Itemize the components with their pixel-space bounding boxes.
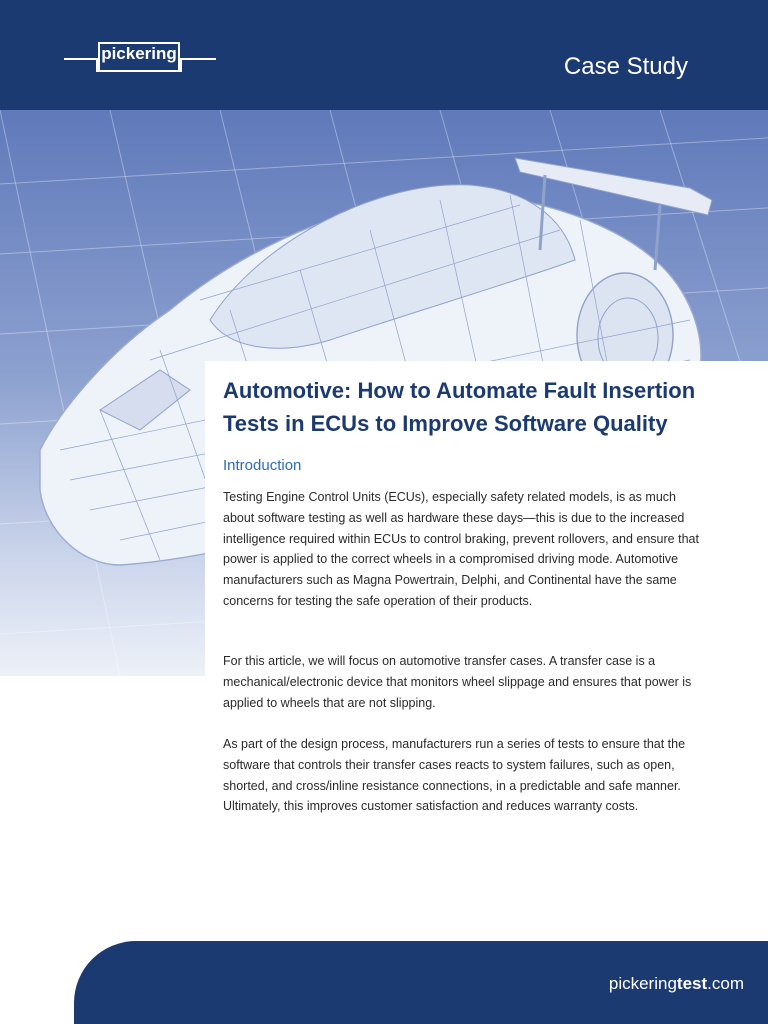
url-suffix: .com	[707, 974, 744, 993]
paragraph-1: Testing Engine Control Units (ECUs), especially safety related models, is as much about software testing as well as hardware these days—this is due to the increased intelligence required within ECUs to control braking, prevent rollovers, and ensure that power is applied to the correct wheels in a compromised driving mode. Automotive manufacturers such as Magna Powertrain, Delphi, and Continental have the same concerns for testing the safe operation of their products.	[223, 490, 699, 608]
url-prefix: pickering	[608, 974, 677, 993]
footer-bar	[74, 941, 768, 1024]
pickering-logo[interactable]	[64, 38, 216, 82]
section-heading-introduction: Introduction	[223, 457, 302, 474]
logo-right-line	[180, 58, 216, 60]
paragraph-2: For this article, we will focus on automotive transfer cases. A transfer case is a mechanical/electronic device that monitors wheel slippage and ensures that power is applied to wheels that are not slipping.	[223, 654, 692, 710]
logo-left-line	[64, 58, 98, 60]
paragraph-3: As part of the design process, manufacturers run a series of tests to ensure that the software that controls their transfer cases reacts to system failures, such as open, shorted, and cross/inline resistance connections, in a predictable and safe manner. Ultimately, this improves customer satisfaction and reduces warranty costs.	[223, 737, 686, 814]
article-title-line-1: Automotive: How to Automate Fault Insertion	[223, 378, 696, 403]
url-bold: test	[676, 974, 708, 993]
logo-right-tick	[180, 58, 182, 72]
document-type-label: Case Study	[563, 53, 688, 80]
website-url[interactable]	[609, 974, 744, 994]
logo-text: pickering	[101, 44, 177, 63]
article-title-line-2: Tests in ECUs to Improve Software Quality	[223, 411, 668, 436]
header-bar	[0, 0, 768, 110]
article-title	[223, 374, 743, 440]
